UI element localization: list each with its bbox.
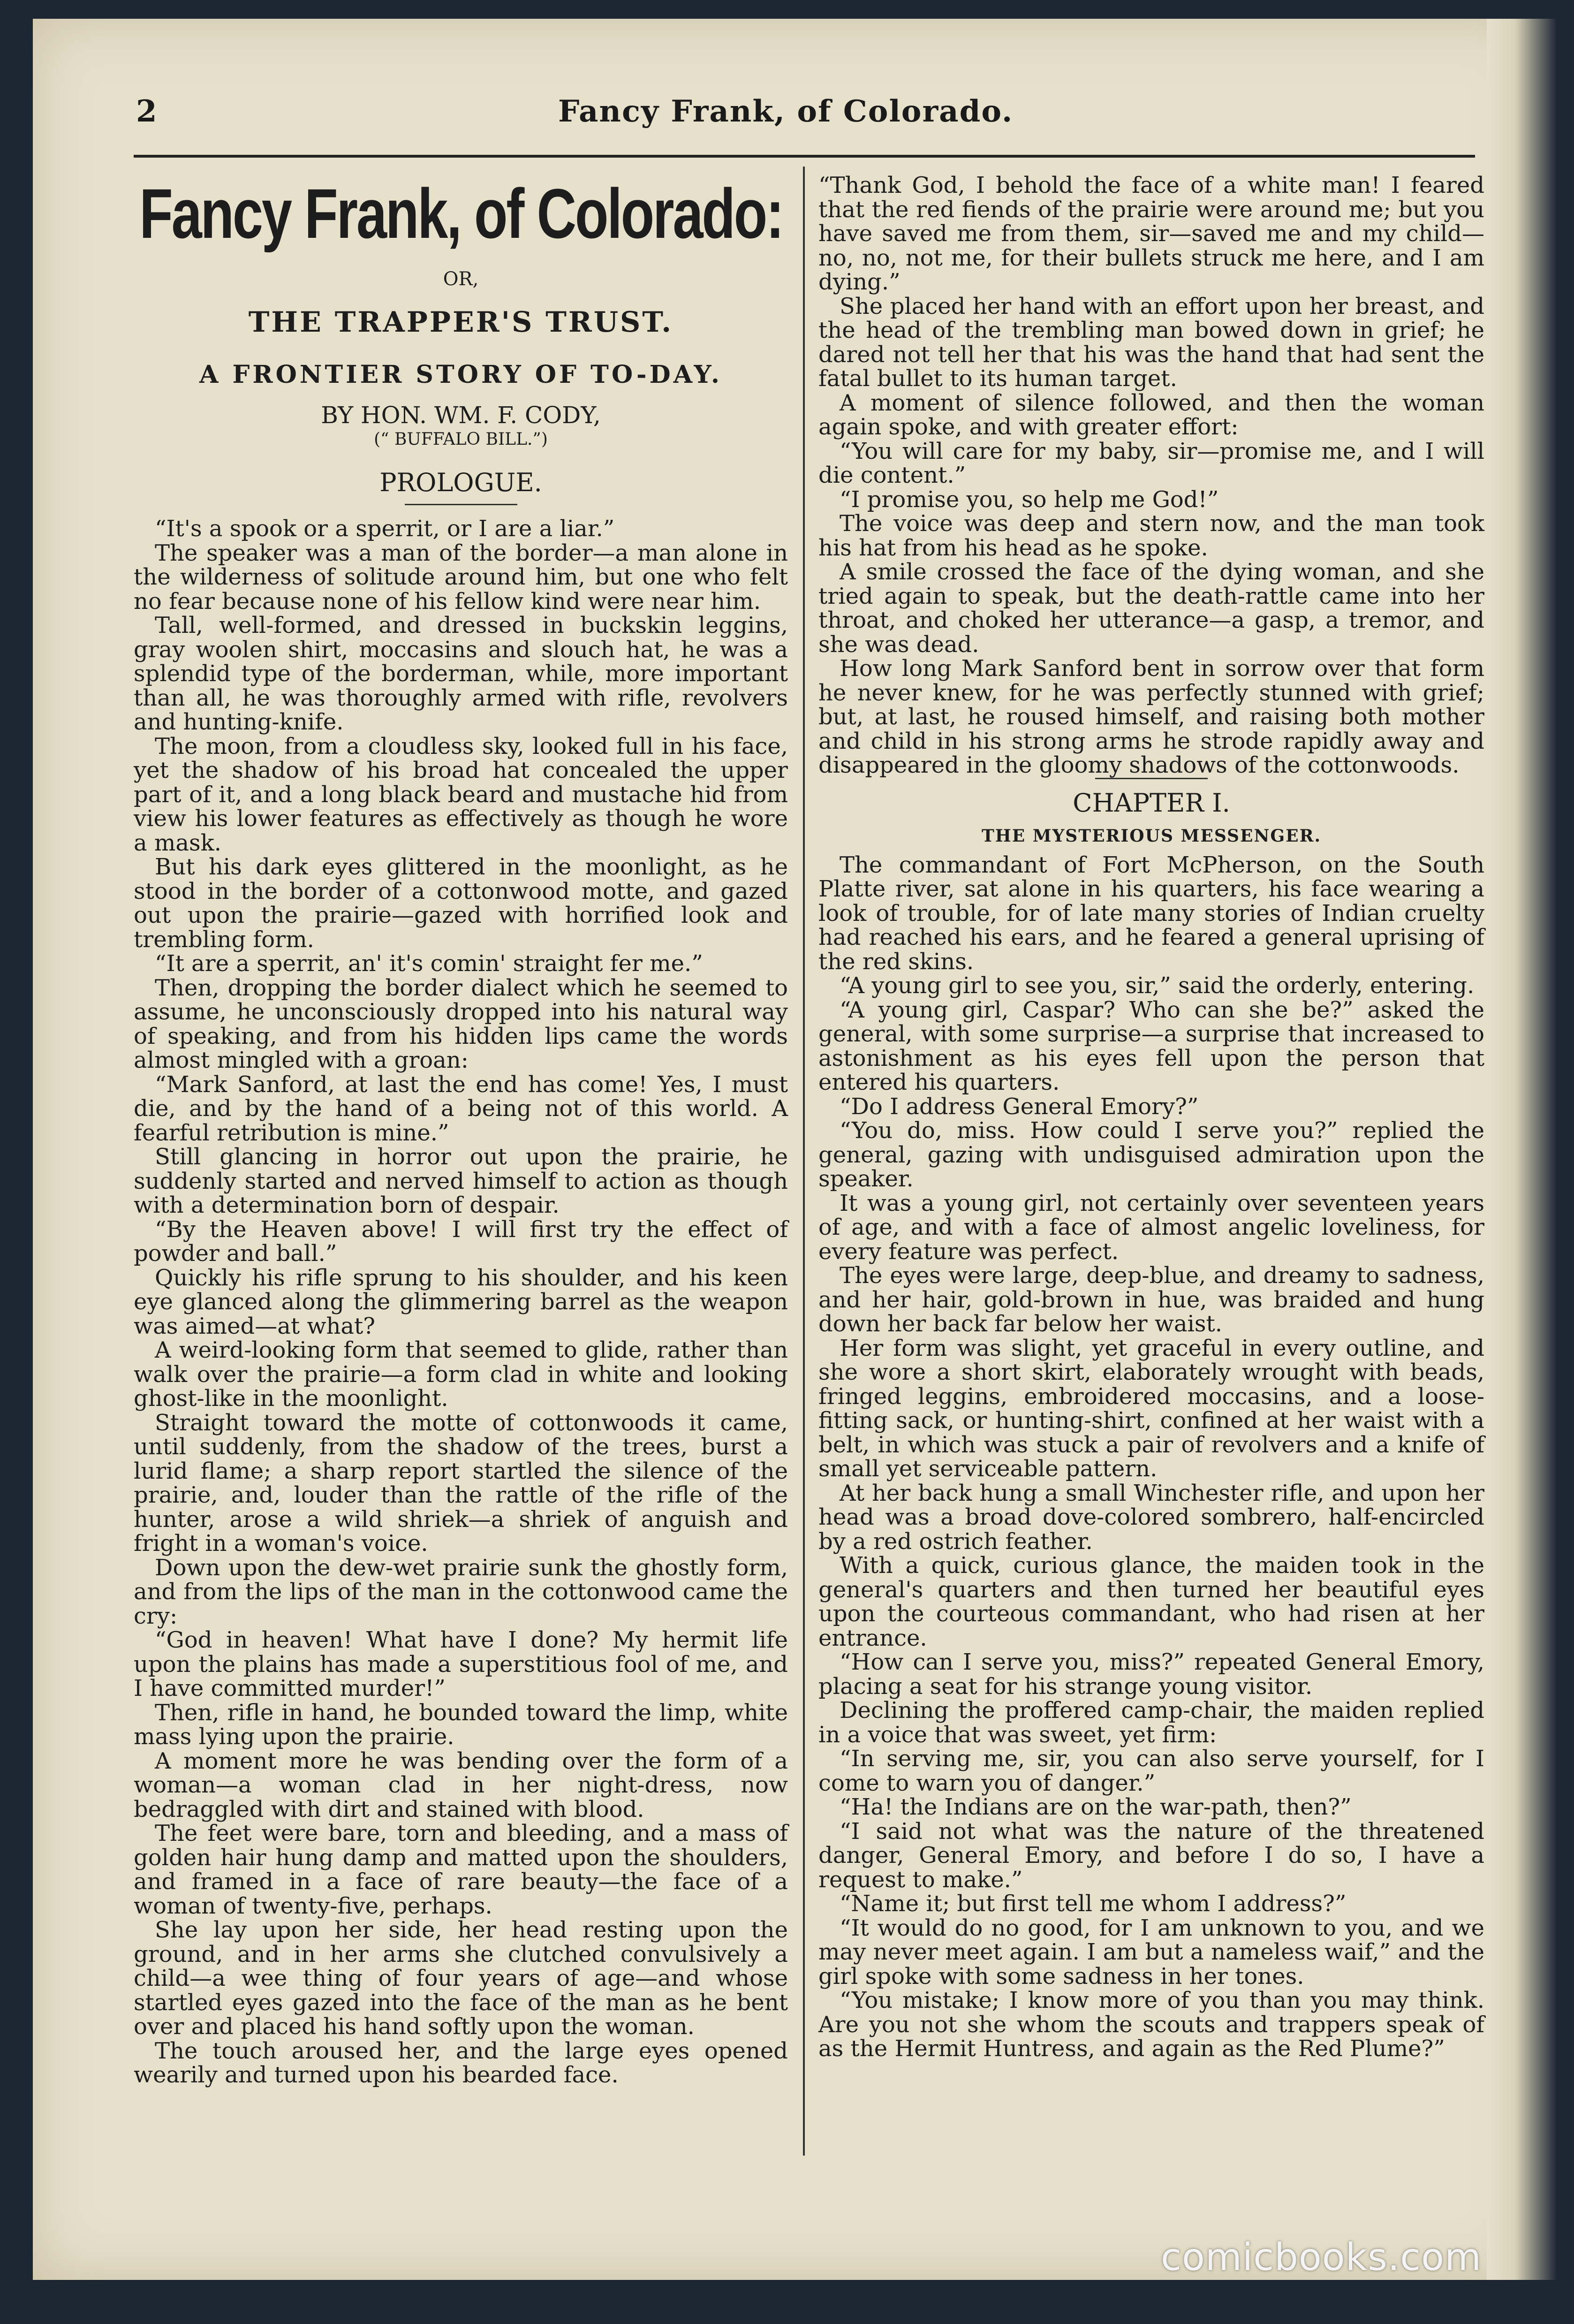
paragraph: “How can I serve you, miss?” repeated General Emory, placing a seat for his strange young visitor.	[818, 1649, 1484, 1700]
paragraph: “It are a sperrit, an' it's comin' straight fer me.”	[155, 950, 703, 977]
page-header	[136, 89, 1496, 141]
paragraph: Straight toward the motte of cottonwoods it came, until suddenly, from the shadow of the trees, burst a lurid flame; a sharp report startled the silence of the prairie, and, louder than the rattle of the rifle of the hunter, arose a wild shriek—a shriek of anguish and fright in a woman's voice.	[134, 1409, 788, 1557]
column-divider	[803, 167, 805, 2156]
story-subtitle: THE TRAPPER'S TRUST.	[248, 305, 673, 339]
paragraph: The feet were bare, torn and bleeding, and a mass of golden hair hung damp and matted upon the shoulders, and framed in a face of rare beauty—the face of a woman of twenty-five, perhaps.	[134, 1820, 788, 1919]
left-column	[134, 174, 788, 2088]
chapter-heading: CHAPTER I.	[1073, 788, 1230, 818]
paragraph: “Do I address General Emory?”	[840, 1093, 1199, 1120]
paragraph: “In serving me, sir, you can also serve yourself, for I come to warn you of danger.”	[818, 1746, 1484, 1796]
paragraph: The voice was deep and stern now, and the man took his hat from his head as he spoke.	[818, 510, 1484, 561]
header-rule	[134, 155, 1475, 158]
running-title: Fancy Frank, of Colorado.	[558, 94, 1014, 129]
paragraph: “Ha! the Indians are on the war-path, then?”	[840, 1794, 1352, 1820]
paragraph: The moon, from a cloudless sky, looked full in his face, yet the shadow of his broad hat concealed the upper part of it, and a long black beard and mustache hid from view his lower features as effectively as though he wore a mask.	[134, 733, 788, 856]
paragraph: “I promise you, so help me God!”	[840, 486, 1219, 513]
author-alias: (“ BUFFALO BILL.”)	[374, 430, 548, 449]
torn-page-edge	[1487, 19, 1557, 2280]
paragraph: A moment more he was bending over the form of a woman—a woman clad in her night-dress, now bedraggled with dirt and stained with blood.	[134, 1747, 788, 1823]
story-tagline: A FRONTIER STORY OF TO-DAY.	[199, 360, 722, 389]
paragraph: The eyes were large, deep-blue, and dreamy to sadness, and her hair, gold-brown in hue, was braided and hung down her back far below her waist.	[818, 1262, 1484, 1337]
paragraph: At her back hung a small Winchester rifle, and upon her head was a broad dove-colored sombrero, half-encircled by a red ostrich feather.	[818, 1480, 1484, 1555]
watermark: comicbooks.com	[1161, 2235, 1482, 2279]
paragraph: Quickly his rifle sprung to his shoulder, and his keen eye glanced along the glimmering barrel as the weapon was aimed—at what?	[134, 1264, 788, 1339]
paragraph: “A young girl, Caspar? Who can she be?” asked the general, with some surprise—a surprise that increased to astonishment as his eyes fell upon the person that entered his quarters.	[818, 996, 1484, 1095]
prologue-heading: PROLOGUE.	[379, 467, 542, 497]
story-title: Fancy Frank, of Colorado:	[139, 174, 783, 253]
paragraph: Down upon the dew-wet prairie sunk the ghostly form, and from the lips of the man in the cottonwood came the cry:	[134, 1554, 788, 1629]
author-byline: BY HON. WM. F. CODY,	[321, 401, 601, 429]
prologue-continued-text	[818, 174, 1484, 778]
paragraph: With a quick, curious glance, the maiden took in the general's quarters and then turned her beautiful eyes upon the courteous commandant, who had risen at her entrance.	[818, 1552, 1484, 1651]
paragraph: Then, rifle in hand, he bounded toward the limp, white mass lying upon the prairie.	[134, 1699, 788, 1750]
paragraph: But his dark eyes glittered in the moonlight, as he stood in the border of a cottonwood motte, and gazed out upon the prairie—gazed with horrified look and trembling form.	[134, 854, 788, 953]
paragraph: “By the Heaven above! I will first try the effect of powder and ball.”	[134, 1216, 788, 1267]
paragraph: “You do, miss. How could I serve you?” replied the general, gazing with undisguised admiration upon the speaker.	[818, 1117, 1484, 1192]
paragraph: Then, dropping the border dialect which he seemed to assume, he unconsciously dropped into his natural way of speaking, and from his hidden lips came the words almost mingled with a groan:	[134, 974, 788, 1073]
paragraph: “It would do no good, for I am unknown to you, and we may never meet again. I am but a nameless waif,” and the girl spoke with some sadness in her tones.	[818, 1914, 1484, 1990]
paragraph: The commandant of Fort McPherson, on the South Platte river, sat alone in his quarters, his face wearing a look of trouble, for of late many stories of Indian cruelty had reached his ears, and he feared a general uprising of the red skins.	[818, 851, 1484, 975]
paragraph: “Name it; but first tell me whom I address?”	[840, 1891, 1347, 1917]
or-line: OR,	[443, 268, 479, 290]
paragraph: The speaker was a man of the border—a man alone in the wilderness of solitude around him, but one who felt no fear because none of his fellow kind were near him.	[134, 539, 788, 615]
paragraph: The touch aroused her, and the large eyes opened wearily and turned upon his bearded face.	[134, 2037, 788, 2088]
paragraph: A smile crossed the face of the dying woman, and she tried again to speak, but the death-rattle came into her throat, and choked her utterance—a gasp, a tremor, and she was dead.	[818, 559, 1484, 658]
paragraph: “Thank God, I behold the face of a white man! I feared that the red fiends of the prairie were around me; but you have saved me from them, sir—saved me and my child—no, no, not me, for their bullets struck me here, and I am dying.”	[818, 172, 1484, 295]
paragraph: It was a young girl, not certainly over seventeen years of age, and with a face of almost angelic loveliness, for every feature was perfect.	[818, 1190, 1484, 1265]
paragraph: How long Mark Sanford bent in sorrow over that form he never knew, for he was perfectly stunned with grief; but, at last, he roused himself, and raising both mother and child in his strong arms he strode rapidly away and disappeared in the gloomy shadows of the cottonwoods.	[818, 655, 1484, 778]
paragraph: “A young girl to see you, sir,” said the orderly, entering.	[840, 972, 1475, 999]
chapter-subtitle: THE MYSTERIOUS MESSENGER.	[981, 826, 1322, 846]
paragraph: “It's a spook or a sperrit, or I are a liar.”	[155, 516, 615, 542]
paragraph: “I said not what was the nature of the threatened danger, General Emory, and before I do so, I have a request to make.”	[818, 1818, 1484, 1893]
section-rule	[405, 504, 517, 505]
prologue-text	[134, 517, 788, 2088]
paragraph: She placed her hand with an effort upon her breast, and the head of the trembling man bowed down in grief; he dared not tell her that his was the hand that had sent the fatal bullet to its human target.	[818, 293, 1484, 392]
paragraph: She lay upon her side, her head resting upon the ground, and in her arms she clutched convulsively a child—a wee thing of four years of age—and whose startled eyes gazed into the face of the man as he bent over and placed his hand softly upon the woman.	[134, 1917, 788, 2040]
chapter-text	[818, 853, 1484, 2061]
paragraph: A moment of silence followed, and then the woman again spoke, and with greater effort:	[818, 389, 1484, 440]
page-number: 2	[136, 94, 157, 129]
paragraph: “You mistake; I know more of you than you may think. Are you not she whom the scouts and trappers speak of as the Hermit Huntress, and again as the Red Plume?”	[818, 1987, 1484, 2062]
paragraph: “Mark Sanford, at last the end has come! Yes, I must die, and by the hand of a being not of this world. A fearful retribution is mine.”	[134, 1071, 788, 1146]
right-column	[818, 174, 1484, 2061]
paragraph: Still glancing in horror out upon the prairie, he suddenly started and nerved himself to action as though with a determination born of despair.	[134, 1144, 788, 1218]
paragraph: “God in heaven! What have I done? My hermit life upon the plains has made a superstitious fool of me, and I have committed murder!”	[134, 1627, 788, 1701]
paragraph: Declining the proffered camp-chair, the maiden replied in a voice that was sweet, yet firm:	[818, 1697, 1484, 1748]
paragraph: A weird-looking form that seemed to glide, rather than walk over the prairie—a form clad in white and looking ghost-like in the moonlight.	[134, 1337, 788, 1412]
paragraph: Tall, well-formed, and dressed in buckskin leggins, gray woolen shirt, moccasins and slouch hat, he was a splendid type of the borderman, while, more important than all, he was thoroughly armed with rifle, revolvers and hunting-knife.	[134, 612, 788, 735]
paragraph: Her form was slight, yet graceful in every outline, and she wore a short skirt, elaborately wrought with beads, fringed leggins, embroidered moccasins, and a loose-fitting sack, or hunting-shirt, confined at her waist with a belt, in which was stuck a pair of revolvers and a knife of small yet serviceable pattern.	[818, 1335, 1484, 1482]
paragraph: “You will care for my baby, sir—promise me, and I will die content.”	[818, 438, 1484, 488]
